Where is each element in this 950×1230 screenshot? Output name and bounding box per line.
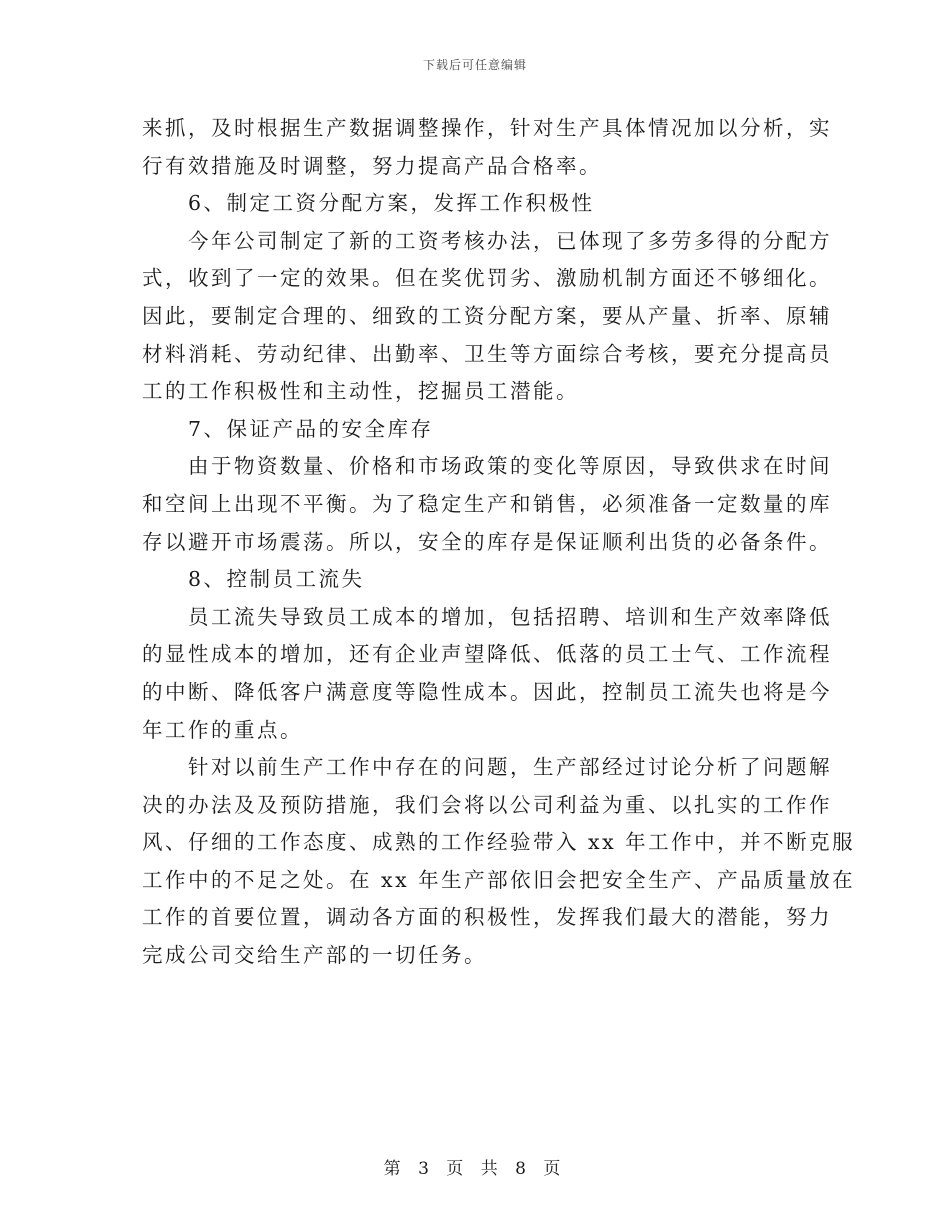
text-line: 的中断、降低客户满意度等隐性成本。因此，控制员工流失也将是今 — [142, 679, 832, 704]
text-line: 来抓，及时根据生产数据调整操作，针对生产具体情况加以分析，实 — [142, 116, 832, 140]
text-line: 工作的首要位置，调动各方面的积极性，发挥我们最大的潜能，努力 — [142, 905, 832, 930]
text-line: 针对以前生产工作中存在的问题，生产部经过讨论分析了问题解 — [188, 755, 832, 780]
text-line: 因此，要制定合理的、细致的工资分配方案，要从产量、折率、原辅 — [142, 303, 832, 328]
page-header: 下载后可任意编辑 — [422, 58, 527, 72]
text-line: 员工流失导致员工成本的增加，包括招聘、培训和生产效率降低 — [188, 604, 832, 629]
section-heading: 7、保证产品的安全库存 — [188, 416, 434, 441]
text-line: 式，收到了一定的效果。但在奖优罚劣、激励机制方面还不够细化。 — [142, 266, 832, 291]
page-number-footer: 第 3 页 共 8 页 — [383, 1159, 567, 1179]
text-line: 和空间上出现不平衡。为了稳定生产和销售，必须准备一定数量的库 — [142, 491, 832, 516]
text-line: 工的工作积极性和主动性，挖掘员工潜能。 — [142, 379, 579, 404]
text-line: 材料消耗、劳动纪律、出勤率、卫生等方面综合考核，要充分提高员 — [142, 341, 832, 366]
text-line: 由于物资数量、价格和市场政策的变化等原因，导致供求在时间 — [188, 454, 832, 479]
text-line: 行有效措施及时调整，努力提高产品合格率。 — [142, 153, 602, 178]
section-heading: 8、控制员工流失 — [188, 567, 365, 592]
text-line: 风、仔细的工作态度、成熟的工作经验带入 xx 年工作中，并不断克服 — [142, 830, 856, 855]
text-line: 今年公司制定了新的工资考核办法，已体现了多劳多得的分配方 — [188, 228, 832, 253]
text-line: 工作中的不足之处。在 xx 年生产部依旧会把安全生产、产品质量放在 — [142, 867, 856, 892]
text-line: 的显性成本的增加，还有企业声望降低、低落的员工士气、工作流程 — [142, 642, 832, 667]
document-body — [142, 110, 856, 975]
text-line: 年工作的重点。 — [142, 717, 303, 742]
text-line: 存以避开市场震荡。所以，安全的库存是保证顺利出货的必备条件。 — [142, 529, 832, 554]
text-line: 完成公司交给生产部的一切任务。 — [142, 943, 487, 968]
text-line: 决的办法及及预防措施，我们会将以公司利益为重、以扎实的工作作 — [142, 792, 832, 817]
section-heading: 6、制定工资分配方案，发挥工作积极性 — [188, 191, 595, 216]
